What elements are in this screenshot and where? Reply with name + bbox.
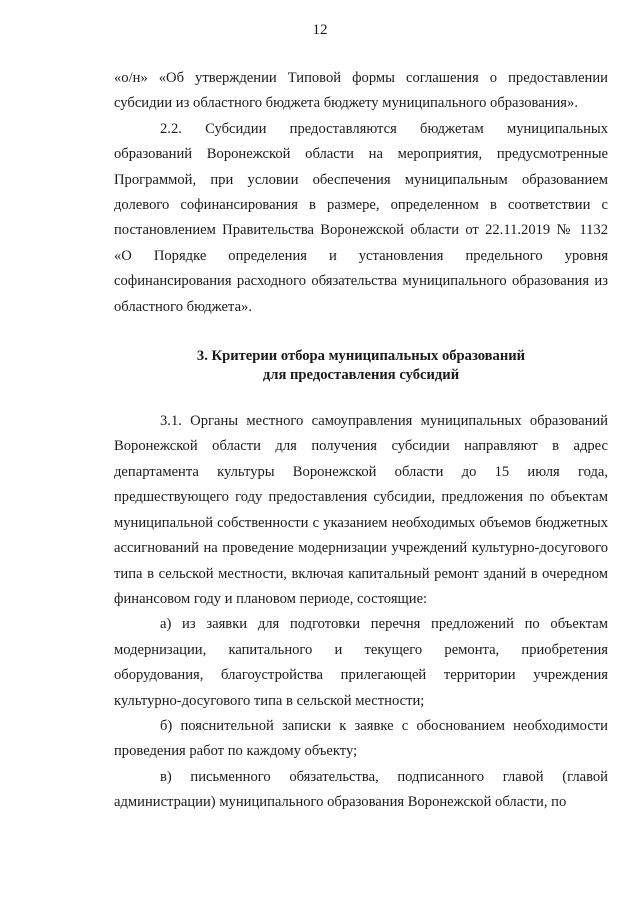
- paragraph-2-2: 2.2. Субсидии предоставляются бюджетам муниципальных образований Воронежской области на мероприятия, предусмотренные Программой, при условии обеспечения муниципальным образованием долевого софинансирования в размере, определенном в соответствии с постановлением Правительства Воронежской области от 22.11.2019 № 1132 «О Порядке определения и установления предельного уровня софинансирования расходного обязательства муниципального образования из областного бюджета».: [114, 120, 608, 315]
- list-item-v: в) письменного обязательства, подписанного главой (главой администрации) муниципального образования Воронежской области, по: [114, 768, 608, 811]
- section-heading-line-2: для предоставления субсидий: [262, 367, 460, 384]
- page-number: 12: [312, 22, 328, 38]
- document-body: [114, 66, 608, 816]
- list-item-a: а) из заявки для подготовки перечня предложений по объектам модернизации, капитального и текущего ремонта, приобретения оборудования, благоустройства прилегающей территории учреждения культурно-досугового типа в сельской местности;: [114, 616, 608, 709]
- section-heading: [114, 347, 608, 385]
- paragraph-continuation: «о/н» «Об утверждении Типовой формы соглашения о предоставлении субсидии из областного бюджета бюджету муниципального образования».: [114, 70, 608, 112]
- paragraph-3-1: 3.1. Органы местного самоуправления муниципальных образований Воронежской области для получения субсидии направляют в адрес департамента культуры Воронежской области до 15 июля года, предшествующего году предоставления субсидии, предложения по объектам муниципальной собственности с указанием необходимых объемов бюджетных ассигнований на проведение модернизации учреждений культурно-досугового типа в сельской местности, включая капитальный ремонт зданий в очередном финансовом году и плановом периоде, состоящие:: [114, 413, 608, 607]
- list-item-b: б) пояснительной записки к заявке с обоснованием необходимости проведения работ по каждому объекту;: [114, 717, 608, 760]
- section-heading-line-1: 3. Критерии отбора муниципальных образований: [196, 348, 526, 365]
